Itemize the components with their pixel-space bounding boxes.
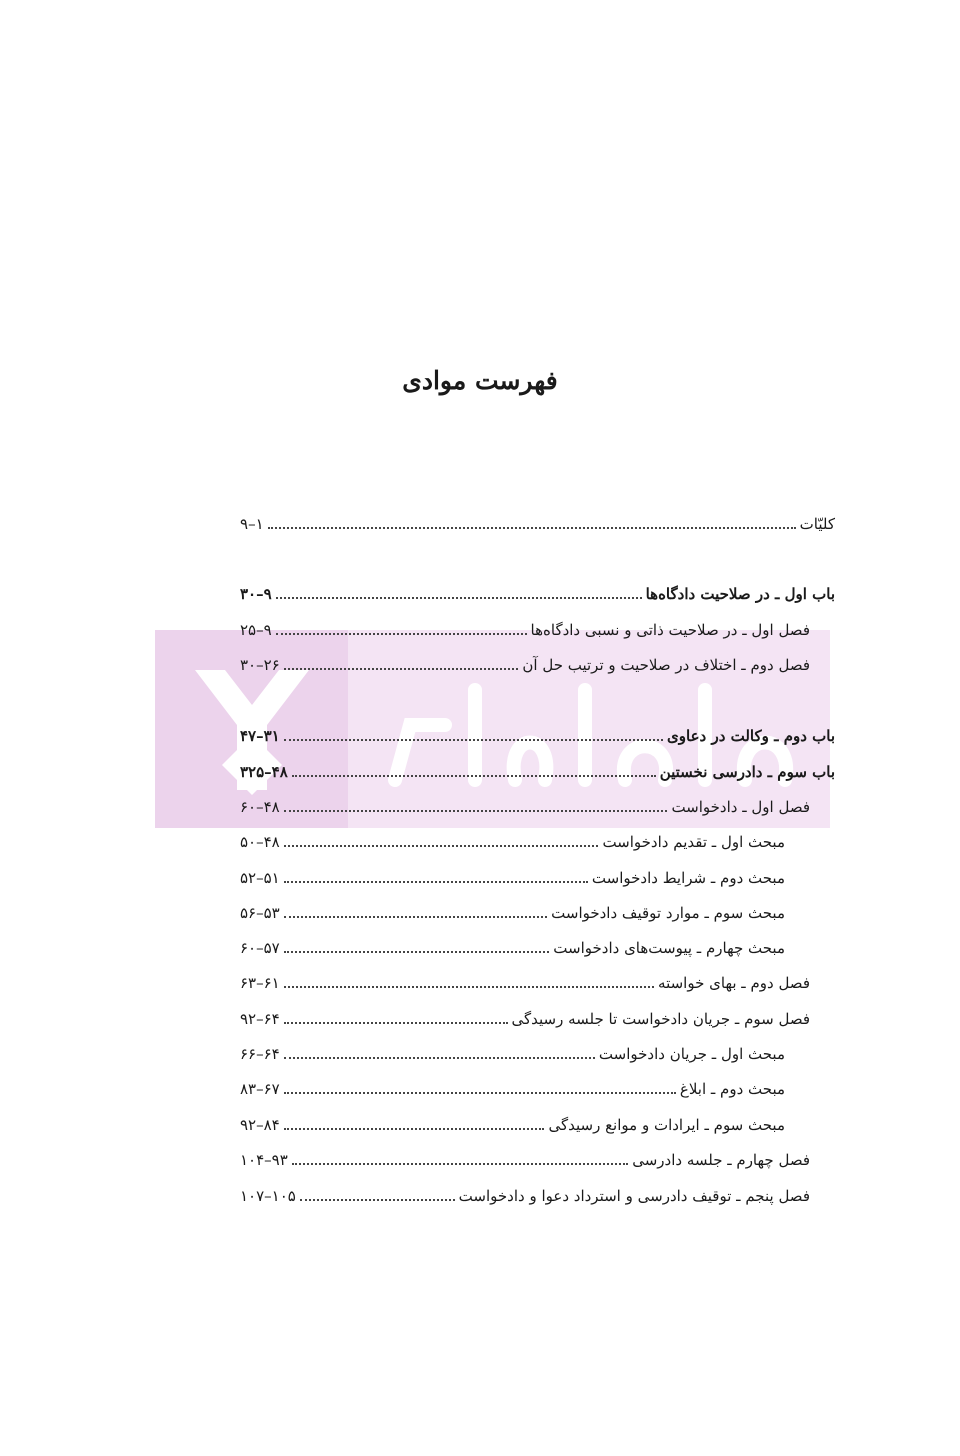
toc-entry-text: فصل سوم ـ جریان دادخواست تا جلسه رسیدگی (511, 1010, 810, 1028)
toc-entry-pages: ۴۸–۶۰ (240, 798, 280, 816)
leader-dots (284, 668, 519, 670)
toc-entry-pages: ۱۰۵–۱۰۷ (240, 1187, 296, 1205)
toc-entry-pages: ۵۷–۶۰ (240, 939, 280, 957)
toc-entry-text: باب دوم ـ وکالت در دعاوی (667, 727, 835, 745)
toc-entry-pages: ۵۱–۵۲ (240, 869, 280, 887)
toc-entry-pages: ۶۴–۶۶ (240, 1045, 280, 1063)
table-of-contents (240, 0, 835, 1456)
toc-entry-pages: ۶۷–۸۳ (240, 1080, 280, 1098)
toc-entry-pages: ۹۳–۱۰۴ (240, 1151, 288, 1169)
toc-entry-part-3-chapter-5[interactable] (240, 1180, 810, 1206)
toc-entry-part-3-chapter-1[interactable] (240, 791, 810, 817)
toc-entry-text: فصل اول ـ در صلاحیت ذاتی و نسبی دادگاه‌ها (530, 621, 810, 639)
toc-entry-section-2b[interactable] (240, 1073, 785, 1099)
leader-dots (284, 845, 599, 847)
toc-entry-section-4[interactable] (240, 932, 785, 958)
toc-entry-pages: ۴۸–۵۰ (240, 833, 280, 851)
leader-dots (292, 775, 656, 777)
leader-dots (276, 597, 642, 599)
leader-dots (268, 527, 796, 529)
toc-entry-part-2[interactable] (240, 720, 835, 746)
toc-entry-part-3-chapter-4[interactable] (240, 1144, 810, 1170)
toc-entry-section-1[interactable] (240, 826, 785, 852)
leader-dots (284, 1092, 676, 1094)
toc-entry-pages: ۲۶–۳۰ (240, 656, 280, 674)
toc-entry-part-1[interactable] (240, 578, 835, 604)
leader-dots (284, 916, 547, 918)
toc-entry-text: مبحث سوم ـ ایرادات و موانع رسیدگی (548, 1116, 785, 1134)
leader-dots (284, 986, 654, 988)
leader-dots (284, 1128, 545, 1130)
toc-entry-pages: ۹–۲۵ (240, 621, 272, 639)
toc-entry-text: مبحث دوم ـ ابلاغ (679, 1080, 785, 1098)
toc-entry-section-2[interactable] (240, 862, 785, 888)
page-title: فهرست موادی (402, 366, 558, 395)
toc-entry-section-3b[interactable] (240, 1109, 785, 1135)
toc-entry-part-1-chapter-1[interactable] (240, 614, 810, 640)
leader-dots (276, 633, 527, 635)
toc-entry-text: مبحث دوم ـ شرایط دادخواست (591, 869, 785, 887)
toc-entry-introduction[interactable] (240, 508, 835, 534)
toc-entry-text: فصل چهارم ـ جلسه دادرسی (632, 1151, 810, 1169)
toc-entry-pages: ۹–۳۰ (240, 585, 272, 603)
toc-entry-text: فصل پنجم ـ توقیف دادرسی و استرداد دعوا و دادخواست (458, 1187, 810, 1205)
leader-dots (300, 1199, 455, 1201)
toc-entry-pages: ۸۴–۹۲ (240, 1116, 280, 1134)
toc-entry-pages: ۱–۹ (240, 515, 264, 533)
toc-entry-pages: ۶۴–۹۲ (240, 1010, 280, 1028)
toc-entry-text: باب سوم ـ دادرسی نخستین (659, 763, 835, 781)
toc-entry-section-3[interactable] (240, 897, 785, 923)
leader-dots (284, 951, 550, 953)
toc-entry-part-3-chapter-2[interactable] (240, 967, 810, 993)
toc-entry-section-1b[interactable] (240, 1038, 785, 1064)
leader-dots (284, 810, 668, 812)
toc-entry-text: مبحث چهارم ـ پیوست‌های دادخواست (553, 939, 785, 957)
toc-entry-part-1-chapter-2[interactable] (240, 649, 810, 675)
toc-entry-text: فصل دوم ـ بهای خواسته (658, 974, 810, 992)
toc-entry-part-3-chapter-3[interactable] (240, 1003, 810, 1029)
toc-entry-text: کلیّات (799, 515, 835, 533)
toc-entry-pages: ۴۸–۳۲۵ (240, 763, 288, 781)
leader-dots (284, 881, 588, 883)
toc-entry-text: باب اول ـ در صلاحیت دادگاه‌ها (645, 585, 835, 603)
toc-entry-text: فصل اول ـ دادخواست (671, 798, 810, 816)
toc-entry-pages: ۵۳–۵۶ (240, 904, 280, 922)
leader-dots (284, 1057, 595, 1059)
toc-entry-text: فصل دوم ـ اختلاف در صلاحیت و ترتیب حل آن (522, 656, 810, 674)
leader-dots (292, 1163, 628, 1165)
toc-entry-text: مبحث سوم ـ موارد توقیف دادخواست (551, 904, 785, 922)
leader-dots (284, 739, 663, 741)
toc-entry-text: مبحث اول ـ جریان دادخواست (598, 1045, 785, 1063)
toc-entry-text: مبحث اول ـ تقدیم دادخواست (602, 833, 785, 851)
toc-entry-pages: ۳۱–۴۷ (240, 727, 280, 745)
leader-dots (284, 1022, 508, 1024)
toc-entry-pages: ۶۱–۶۳ (240, 974, 280, 992)
toc-entry-part-3[interactable] (240, 756, 835, 782)
